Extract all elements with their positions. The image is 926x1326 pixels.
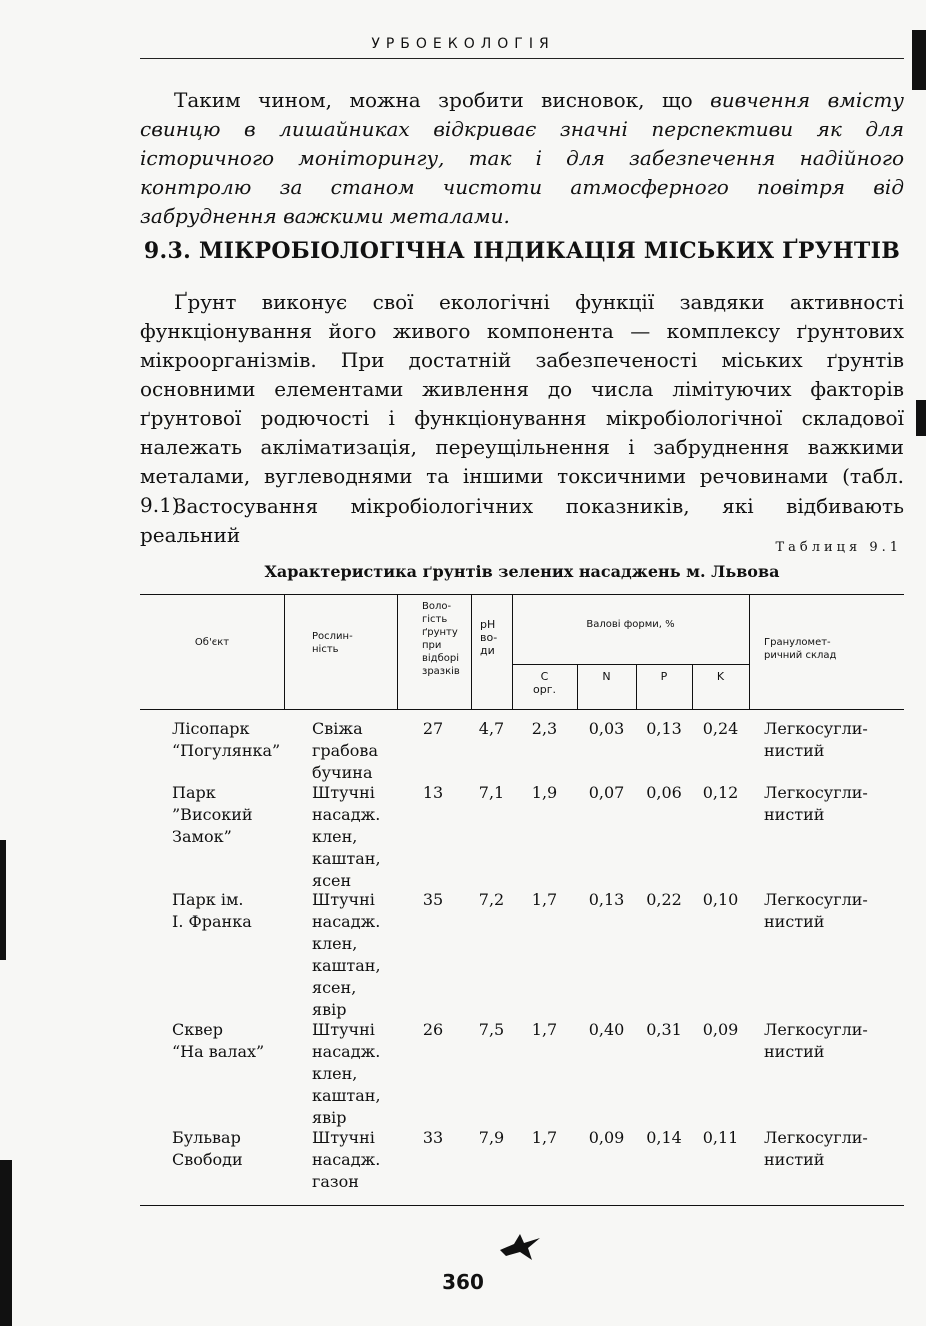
header-p: P	[660, 670, 668, 683]
cell-p: 0,13	[646, 719, 682, 738]
cell-ph: 7,2	[478, 890, 505, 909]
cell-c: 1,7	[531, 1128, 558, 1147]
cell-moisture: 13	[422, 783, 444, 802]
cell-granulometric: Легкосугли- нистий	[764, 1020, 868, 1061]
cell-vegetation: Штучні насадж. газон	[312, 1128, 381, 1191]
scan-edge-mark	[0, 1160, 12, 1326]
cell-object: Сквер “На валах”	[172, 1020, 265, 1061]
table-col-divider	[284, 594, 285, 709]
cell-p: 0,31	[646, 1020, 682, 1039]
header-ph: pH во- ди	[480, 618, 498, 657]
intro-paragraph	[140, 86, 904, 231]
cell-vegetation: Штучні насадж. клен, каштан, явір	[312, 1020, 381, 1127]
table-subheader-rule	[512, 664, 749, 665]
cell-object: Лісопарк “Погулянка”	[172, 719, 281, 760]
cell-c: 2,3	[531, 719, 558, 738]
scan-edge-mark	[912, 30, 926, 90]
cell-k: 0,11	[702, 1128, 739, 1147]
scan-edge-mark	[0, 840, 6, 960]
cell-granulometric: Легкосугли- нистий	[764, 890, 868, 931]
header-granulometric: Грануломет- ричний склад	[764, 637, 837, 661]
header-n: N	[602, 670, 611, 683]
cell-k: 0,10	[702, 890, 739, 909]
page-number: 360	[442, 1270, 484, 1294]
cell-k: 0,12	[702, 783, 739, 802]
table-top-rule	[140, 594, 904, 595]
cell-vegetation: Штучні насадж. клен, каштан, ясен	[312, 783, 381, 890]
cell-object: Парк ”Високий Замок”	[172, 783, 253, 846]
cell-n: 0,03	[588, 719, 625, 738]
cell-moisture: 26	[422, 1020, 444, 1039]
header-c: C орг.	[533, 670, 556, 696]
cell-p: 0,06	[646, 783, 682, 802]
cell-ph: 7,9	[478, 1128, 505, 1147]
cell-n: 0,13	[588, 890, 625, 909]
cell-moisture: 35	[422, 890, 444, 909]
cell-n: 0,40	[588, 1020, 625, 1039]
cell-moisture: 27	[422, 719, 444, 738]
cell-granulometric: Легкосугли- нистий	[764, 719, 868, 760]
cell-n: 0,09	[588, 1128, 625, 1147]
cell-n: 0,07	[588, 783, 625, 802]
table-col-divider	[749, 594, 750, 709]
cell-vegetation: Штучні насадж. клен, каштан, ясен, явір	[312, 890, 381, 1019]
intro-italic-text: вивчення вмісту свинцю в лишайниках відкриває значні перспективи як для історичного моніторингу, так і для забезпечення надійного контролю за станом чистоти атмосферного повітря від забруднення важкими металами.	[140, 88, 904, 228]
table-col-divider	[397, 594, 398, 709]
header-gross-forms: Валові форми, %	[586, 619, 675, 630]
cell-p: 0,22	[646, 890, 682, 909]
table-bottom-rule	[140, 1205, 904, 1206]
header-object: Об'єкт	[194, 637, 230, 648]
header-k: K	[716, 670, 725, 683]
cell-ph: 7,5	[478, 1020, 505, 1039]
cell-c: 1,7	[531, 1020, 558, 1039]
table-label: Таблиця 9.1	[775, 540, 902, 555]
cell-c: 1,9	[531, 783, 558, 802]
cell-p: 0,14	[646, 1128, 682, 1147]
table-caption: Характеристика ґрунтів зелених насаджень м. Львова	[264, 562, 780, 581]
bird-ornament-icon	[498, 1230, 542, 1268]
cell-moisture: 33	[422, 1128, 444, 1147]
scan-edge-mark	[916, 400, 926, 436]
header-rule	[140, 58, 904, 59]
cell-vegetation: Свіжа грабова бучина	[312, 719, 378, 782]
cell-ph: 4,7	[478, 719, 505, 738]
running-header: УРБОЕКОЛОГІЯ	[371, 36, 555, 52]
cell-granulometric: Легкосугли- нистий	[764, 1128, 868, 1169]
body-paragraph-1: Ґрунт виконує свої екологічні функції завдяки активності функціонування його живого компонента — комплексу ґрунтових мікроорганізмів. При достатній забезпеченості міських ґрунтів основними елементами живлення до числа лімітуючих факторів ґрунтової родючості і функціонування мікробіологічної складової належать акліматизація, переущільнення і забруднення важкими металами, вуглеводнями та іншими токсичними речовинами (табл. 9.1).	[140, 290, 904, 517]
cell-k: 0,09	[702, 1020, 739, 1039]
intro-plain-text: Таким чином, можна зробити висновок, що	[174, 88, 711, 112]
header-vegetation: Рослин- ність	[312, 631, 353, 655]
cell-ph: 7,1	[478, 783, 505, 802]
cell-granulometric: Легкосугли- нистий	[764, 783, 868, 824]
cell-c: 1,7	[531, 890, 558, 909]
section-title: 9.3. МІКРОБІОЛОГІЧНА ІНДИКАЦІЯ МІСЬКИХ ҐРУНТІВ	[143, 238, 901, 264]
header-moisture: Воло- гість ґрунту при відборі зразків	[422, 601, 460, 677]
body-paragraph-2: Застосування мікробіологічних показників, які відбивають реальний	[140, 494, 904, 547]
table-header-bottom-rule	[140, 709, 904, 710]
cell-k: 0,24	[702, 719, 739, 738]
cell-object: Парк ім. І. Франка	[172, 890, 252, 931]
cell-object: Бульвар Свободи	[172, 1128, 243, 1169]
